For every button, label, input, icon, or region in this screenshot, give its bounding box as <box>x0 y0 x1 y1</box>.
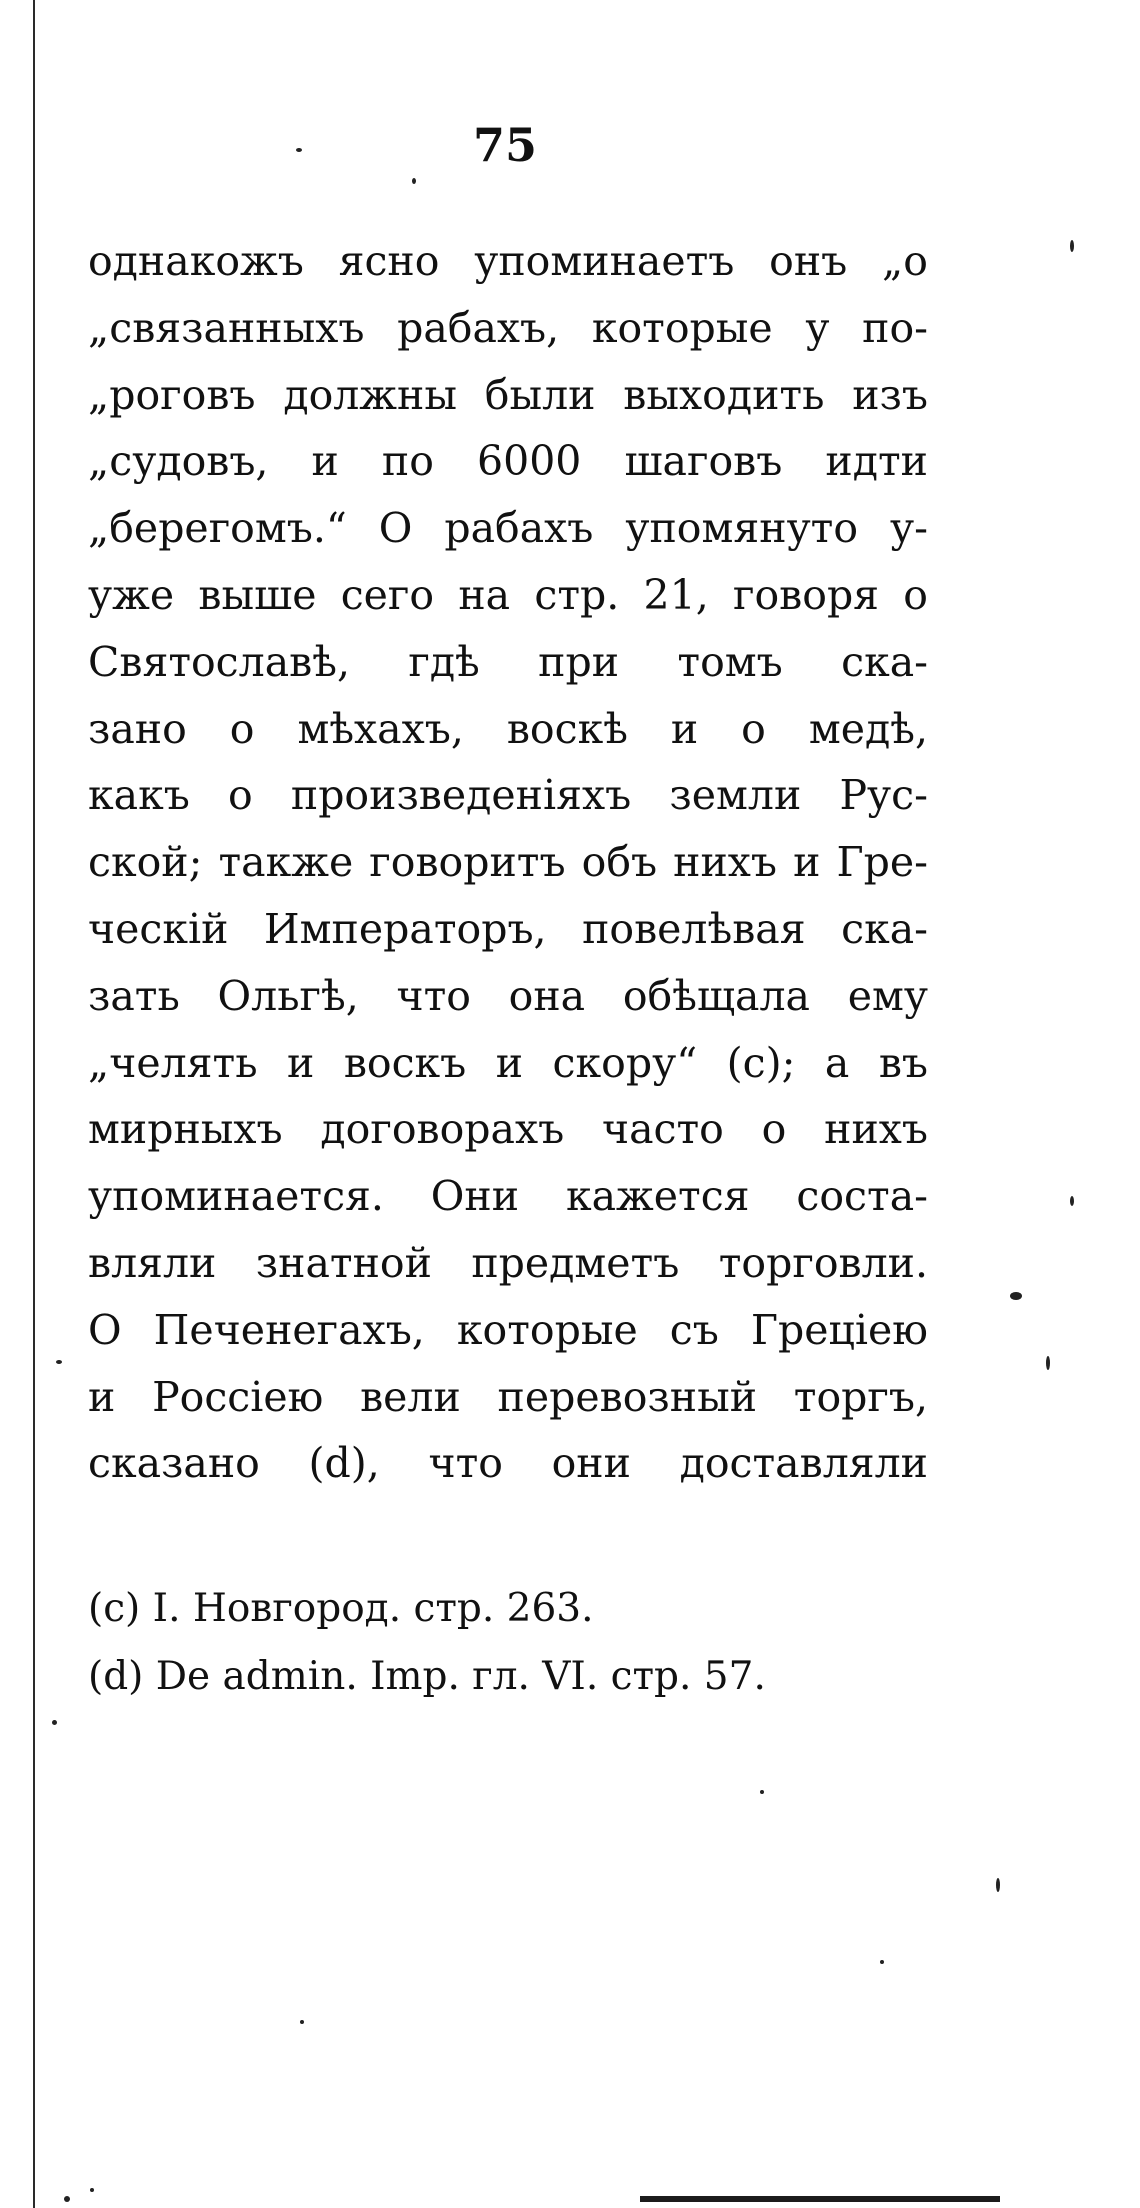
footnote: (c) I. Новгород. стр. 263. <box>88 1586 594 1631</box>
scan-speck <box>56 1360 62 1364</box>
scan-speck <box>880 1960 884 1964</box>
bottom-edge-line <box>640 2196 1000 2202</box>
text-line: Святославѣ, гдѣ при томъ ска- <box>88 637 928 686</box>
scan-speck <box>412 178 416 184</box>
scan-speck <box>1070 240 1074 252</box>
scan-speck <box>64 2196 70 2202</box>
scan-speck <box>90 2188 94 2192</box>
text-line: вляли знатной предметъ торговли. <box>88 1238 928 1287</box>
text-line: ческiй Императоръ, повелѣвая ска- <box>88 904 928 953</box>
text-line: и Россiею вели перевозный торгъ, <box>88 1372 928 1421</box>
page-number: 75 <box>472 118 537 172</box>
scan-speck <box>52 1720 57 1725</box>
text-line: „роговъ должны были выходить изъ <box>88 370 928 419</box>
scan-speck <box>300 2020 304 2024</box>
text-line: уже выше сего на стр. 21, говоря о <box>88 570 928 619</box>
text-line: „челять и воскъ и скору“ (с); а въ <box>88 1038 928 1087</box>
text-line: упоминается. Они кажется соста- <box>88 1172 928 1221</box>
text-line: какъ о произведенiяхъ земли Рус- <box>88 771 928 820</box>
text-line: сказано (d), что они доставляли <box>88 1439 928 1488</box>
scan-speck <box>1070 1196 1074 1206</box>
text-line: однакожъ ясно упоминаетъ онъ „о <box>88 237 928 285</box>
body-text <box>88 228 928 1497</box>
scan-speck <box>996 1878 1000 1892</box>
scan-speck <box>296 148 302 152</box>
footnotes <box>88 1575 888 1711</box>
scan-speck <box>760 1790 764 1794</box>
text-line: зать Ольгѣ, что она обѣщала ему <box>88 971 928 1020</box>
text-line: зано о мѣхахъ, воскѣ и о медѣ, <box>88 704 928 753</box>
text-line: ской; также говоритъ объ нихъ и Гре- <box>88 838 928 887</box>
footnote: (d) De admin. Imp. гл. VI. стр. 57. <box>88 1654 766 1699</box>
text-line: О Печенегахъ, которые съ Грецiею <box>88 1305 928 1354</box>
text-line: „судовъ, и по 6000 шаговъ идти <box>88 437 928 486</box>
text-line: „берегомъ.“ О рабахъ упомянуто у- <box>88 504 928 553</box>
text-line: „связанныхъ рабахъ, которые у по- <box>88 303 928 352</box>
page-edge-line <box>33 0 35 2208</box>
text-line: мирныхъ договорахъ часто о нихъ <box>88 1105 928 1154</box>
scan-speck <box>1010 1292 1022 1300</box>
scan-speck <box>1046 1356 1050 1370</box>
